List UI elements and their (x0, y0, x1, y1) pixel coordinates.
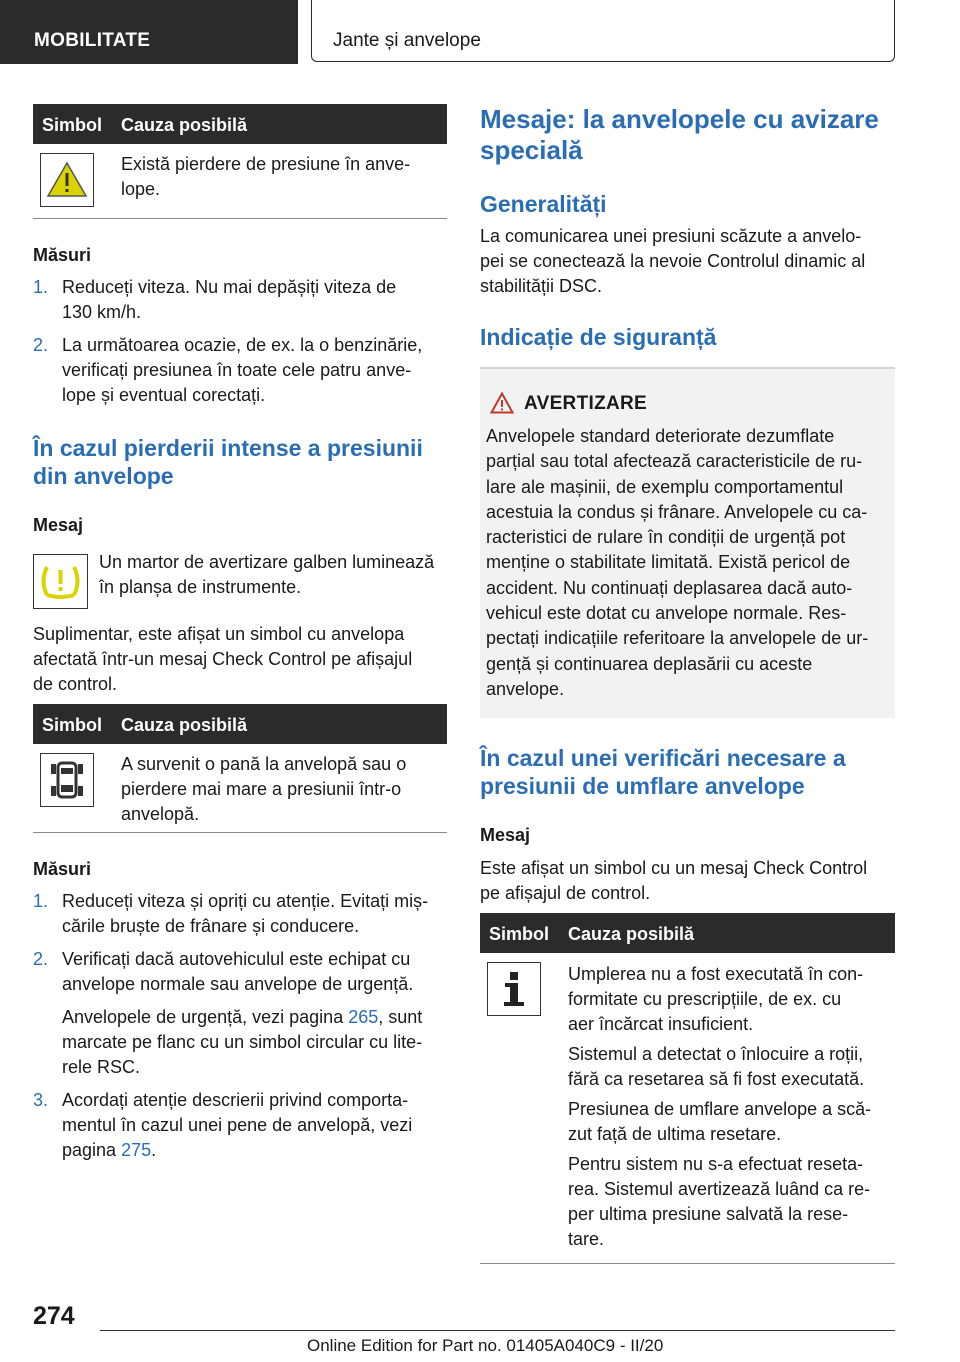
col-cause-header: Cauza posibilă (568, 924, 695, 944)
mesaj-text: în planșa de instrumente. (99, 577, 302, 597)
list-text: rele RSC. (62, 1057, 141, 1077)
paragraph-line: afectată într-un mesaj Check Control pe afișajul (33, 649, 413, 669)
list-text: cările bruște de frânare și conducere. (62, 916, 360, 936)
footer-divider (100, 1330, 895, 1331)
measures-block-2 (33, 859, 447, 1163)
col-symbol-header: Simbol (489, 924, 550, 944)
warning-line: Anvelopele standard deteriorate dezumflate (486, 426, 835, 446)
list-number: 3. (33, 1090, 49, 1110)
section-title: MOBILITATE (34, 30, 151, 51)
cause-paragraph (568, 962, 895, 1037)
warning-line: anvelope. (486, 678, 565, 699)
list-subparagraph (62, 1005, 447, 1080)
paragraph-line: La comunicarea unei presiuni scăzute a anvelo- (480, 226, 862, 246)
cause-text: tare. (568, 1229, 605, 1249)
heading-line: din anvelope (33, 463, 174, 489)
warning-line: lare ale mașinii, de exemplu comportamentul (486, 476, 844, 497)
cause-text: anvelopă. (121, 804, 200, 824)
symbol-table-2 (33, 704, 447, 833)
cause-text: formitate cu prescripțiile, de ex. cu (568, 989, 842, 1009)
heading-line: Mesaje: la anvelopele cu avizare (480, 104, 879, 134)
cause-text: Pentru sistem nu s-a efectuat reseta- (568, 1154, 864, 1174)
warning-triangle-icon (490, 392, 514, 419)
warning-line: accident. Nu continuați deplasarea dacă auto- (486, 577, 853, 598)
warning-label: AVERTIZARE (524, 393, 647, 414)
table-row (33, 744, 447, 833)
paragraph-line: pei se conectează la nevoie Controlul dinamic al (480, 251, 866, 271)
paragraph-line: pe afișajul de control. (480, 883, 651, 903)
symbol-table-3 (480, 913, 895, 1264)
symbol-table-1 (33, 104, 447, 219)
heading-line: presiunii de umflare anvelope (480, 773, 805, 799)
list-text: verificați presiunea în toate cele patru anve- (62, 360, 412, 380)
cause-paragraph (568, 1097, 895, 1147)
tire-pressure-warning-icon (33, 554, 88, 609)
cause-text: fără ca resetarea să fi fost executată. (568, 1069, 865, 1089)
warning-line: menține o stabilitate limitată. Există pericol de (486, 552, 851, 573)
general-paragraph (480, 224, 895, 299)
list-text: Reduceți viteza. Nu mai depășiți viteza de (62, 277, 397, 297)
edition-text: Online Edition for Part no. 01405A040C9 - II/20 (307, 1336, 664, 1355)
list-item (33, 947, 447, 1080)
col-cause-header: Cauza posibilă (121, 715, 248, 735)
col-symbol-header: Simbol (42, 115, 103, 135)
warning-line: racteristici de rulare în condiții de urgență pot (486, 527, 846, 548)
warning-line: gență și continuarea deplasării cu aceste (486, 653, 813, 674)
section-tab (0, 0, 298, 64)
heading-line: În cazul unei verificări necesare a (480, 745, 846, 771)
list-text: Acordați atenție descrierii privind comporta- (62, 1090, 409, 1110)
warning-box (480, 367, 895, 718)
paragraph-line: Este afișat un simbol cu un mesaj Check Control (480, 858, 868, 878)
table-row (33, 144, 447, 219)
list-text: lope și eventual corectați. (62, 385, 266, 405)
safety-title: Indicație de siguranță (480, 324, 717, 350)
cause-text: A survenit o pană la anvelopă sau o (121, 754, 407, 774)
mesaj-title: Mesaj (33, 515, 84, 535)
measures-title: Măsuri (33, 859, 92, 879)
list-number: 2. (33, 335, 49, 355)
table-row (480, 953, 895, 1264)
cause-text: Sistemul a detectat o înlocuire a roții, (568, 1044, 864, 1064)
list-number: 2. (33, 949, 49, 969)
list-text: , sunt (378, 1007, 423, 1027)
list-item (33, 333, 447, 408)
measures-title: Măsuri (33, 245, 92, 265)
warning-triangle-icon (40, 153, 94, 207)
list-item (33, 1088, 447, 1163)
list-text: Anvelopele de urgență, vezi pagina (62, 1007, 349, 1027)
cause-paragraph (568, 1042, 895, 1092)
list-text: Verificați dacă autovehiculul este echipat cu (62, 949, 411, 969)
table-header (33, 704, 447, 744)
warning-line: parțial sau total afectează caracteristicile de ru- (486, 451, 863, 472)
warning-line: acestuia la condus și frânare. Anvelopele cu ca- (486, 501, 868, 522)
cause-text: aer încărcat insuficient. (568, 1014, 754, 1034)
cause-text: pierdere mai mare a presiunii într-o (121, 779, 402, 799)
heading-line: În cazul pierderii intense a presiunii (33, 435, 423, 461)
heading-line: specială (480, 135, 583, 165)
supplementary-paragraph (33, 622, 447, 697)
paragraph-line: de control. (33, 674, 118, 694)
list-text: pagina (62, 1140, 122, 1160)
list-item (33, 889, 447, 939)
section-heading (33, 434, 447, 490)
warning-text (486, 424, 889, 702)
page-number: 274 (33, 1302, 75, 1330)
cause-text: zut față de ultima resetare. (568, 1124, 782, 1144)
info-icon (487, 962, 541, 1016)
list-text: . (151, 1140, 157, 1160)
measures-block-1 (33, 245, 447, 408)
col-symbol-header: Simbol (42, 715, 103, 735)
cause-text: Presiunea de umflare anvelope a scă- (568, 1099, 872, 1119)
cause-text: rea. Sistemul avertizează luând ca re- (568, 1179, 871, 1199)
general-title: Generalități (480, 191, 607, 217)
paragraph-line: Suplimentar, este afișat un simbol cu anvelopa (33, 624, 405, 644)
warning-line: vehicul este dotat cu anvelope normale. Res- (486, 603, 847, 624)
chapter-header (311, 0, 895, 62)
list-number: 1. (33, 277, 49, 297)
cause-text: Umplerea nu a fost executată în con- (568, 964, 864, 984)
mesaj-paragraph (480, 856, 895, 906)
paragraph-line: stabilității DSC. (480, 276, 603, 296)
chapter-title: Jante și anvelope (333, 30, 481, 51)
page-section-title (480, 104, 895, 166)
page-link-275[interactable]: 275 (121, 1140, 152, 1160)
table-header (480, 913, 895, 953)
list-text: La următoarea ocazie, de ex. la o benzinărie, (62, 335, 423, 355)
cause-paragraph (568, 1152, 895, 1252)
cause-text: lope. (121, 179, 161, 199)
list-text: mentul în cazul unei pene de anvelopă, vezi (62, 1115, 413, 1135)
list-item (33, 275, 447, 325)
list-number: 1. (33, 891, 49, 911)
cause-text: Există pierdere de presiune în anve- (121, 154, 411, 174)
cause-text: per ultima presiune salvată la rese- (568, 1204, 849, 1224)
car-tire-icon (40, 753, 94, 807)
list-text: anvelope normale sau anvelope de urgență. (62, 974, 414, 994)
table-header (33, 104, 447, 144)
mesaj-title: Mesaj (480, 825, 531, 845)
page-link-265[interactable]: 265 (348, 1007, 379, 1027)
mesaj-row (33, 550, 447, 610)
check-pressure-heading (480, 744, 895, 800)
list-text: Reduceți viteza și opriți cu atenție. Evitați miș- (62, 891, 429, 911)
mesaj-text: Un martor de avertizare galben luminează (99, 552, 435, 572)
list-text: 130 km/h. (62, 302, 142, 322)
warning-line: pectați indicațiile referitoare la anvelopele de ur- (486, 628, 869, 649)
col-cause-header: Cauza posibilă (121, 115, 248, 135)
list-text: marcate pe flanc cu un simbol circular cu lite- (62, 1032, 423, 1052)
